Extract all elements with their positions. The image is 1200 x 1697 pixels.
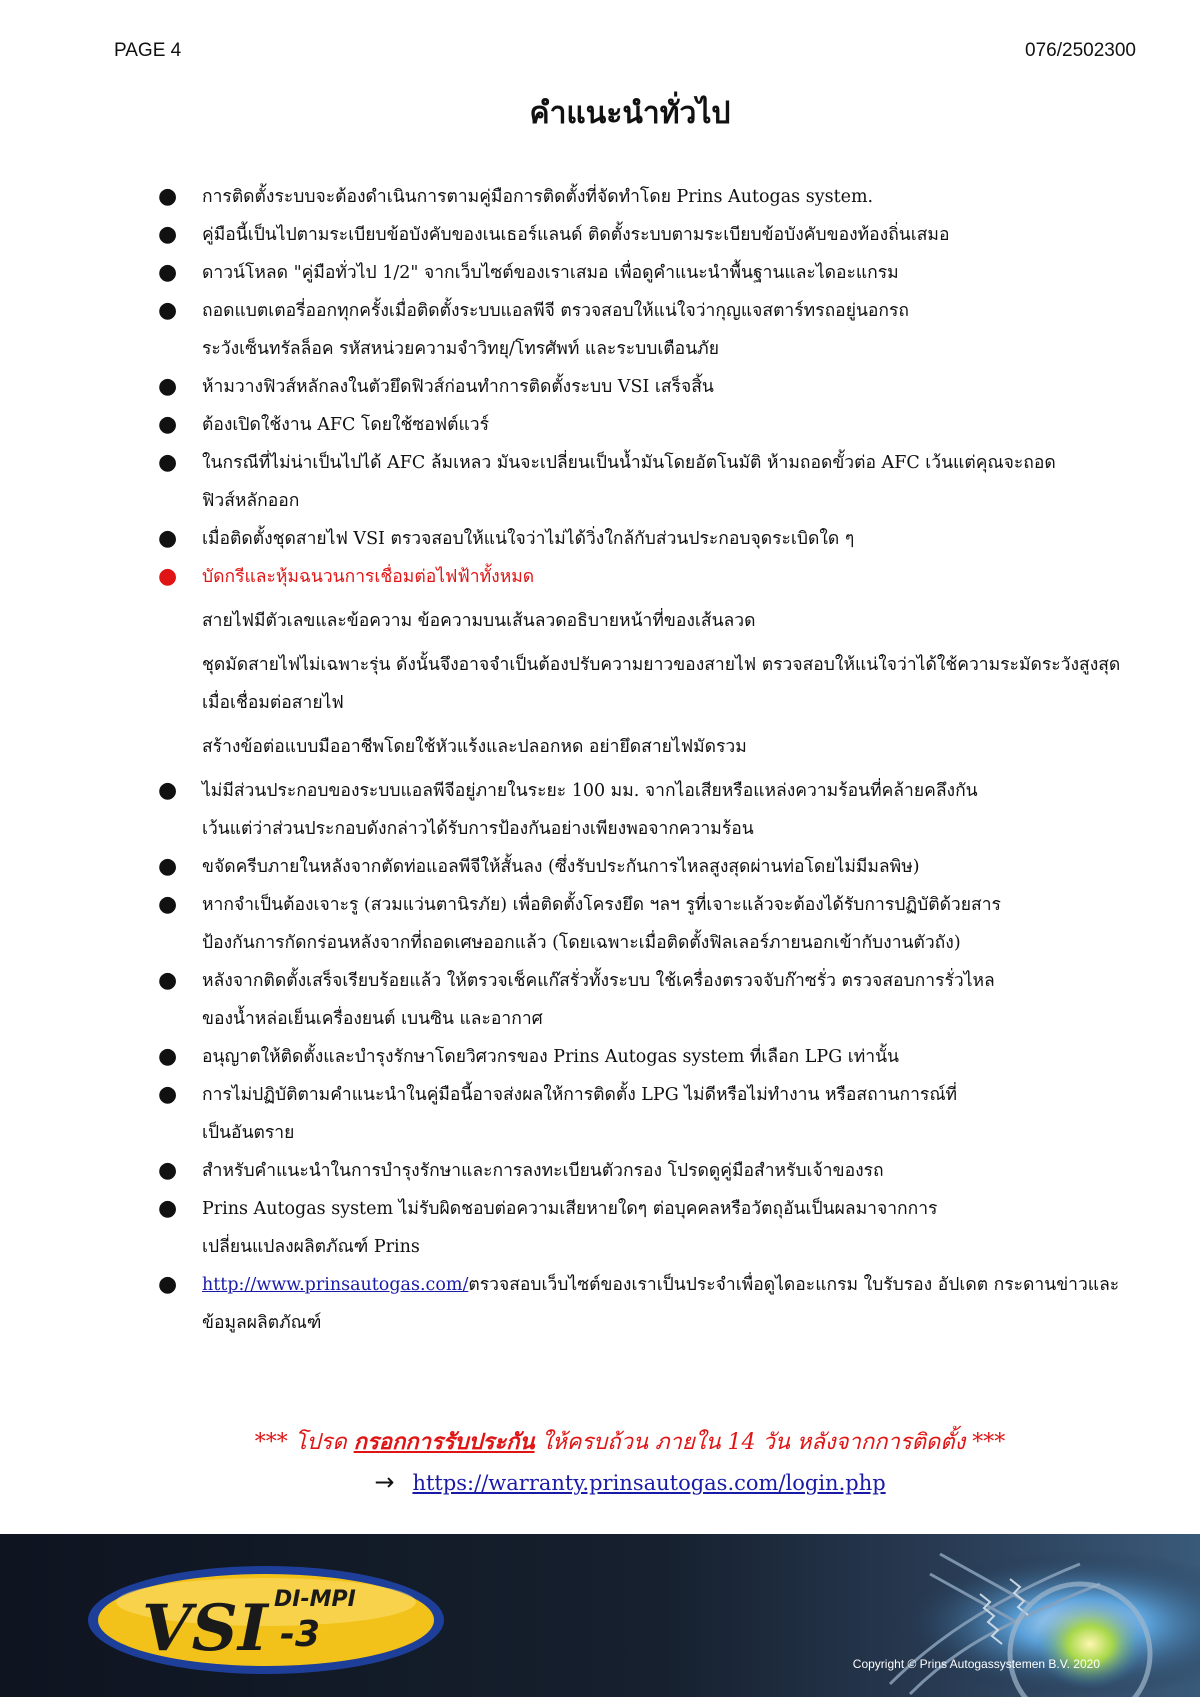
vsi-logo xyxy=(84,1562,448,1678)
bullet-icon: ● xyxy=(158,374,178,399)
list-item: ● สำหรับคำแนะนำในการบำรุงรักษาและการลงทะเบียนตัวกรอง โปรดดูคู่มือสำหรับเจ้าของรถ xyxy=(150,1152,1140,1190)
copyright-text: Copyright © Prins Autogassystemen B.V. 2020 xyxy=(852,1657,1100,1671)
list-item: ● ขจัดครีบภายในหลังจากตัดท่อแอลพีจีให้สั้นลง (ซึ่งรับประกันการไหลสูงสุดผ่านท่อโดยไม่มีมลพิษ) xyxy=(150,848,1140,886)
list-item: ● คู่มือนี้เป็นไปตามระเบียบข้อบังคับของเนเธอร์แลนด์ ติดตั้งระบบตามระเบียบข้อบังคับของท้องถิ่นเสมอ xyxy=(150,216,1140,254)
bullet-icon: ● xyxy=(158,1158,178,1183)
arrow-right-icon: → xyxy=(374,1468,395,1496)
list-item: ● การไม่ปฏิบัติตามคำแนะนำในคู่มือนี้อาจส่งผลให้การติดตั้ง LPG ไม่ดีหรือไม่ทำงาน หรือสถานการณ์ที่ เป็นอันตราย xyxy=(150,1076,1140,1152)
bullet-icon: ● xyxy=(158,260,178,285)
warranty-form-link[interactable]: กรอกการรับประกัน xyxy=(353,1429,535,1455)
list-item: ● ห้ามวางฟิวส์หลักลงในตัวยึดฟิวส์ก่อนทำการติดตั้งระบบ VSI เสร็จสิ้น xyxy=(150,368,1140,406)
page-title: คำแนะนำทั่วไป xyxy=(529,96,731,131)
list-item-warning: ● บัดกรีและหุ้มฉนวนการเชื่อมต่อไฟฟ้าทั้งหมด xyxy=(150,558,1140,596)
list-item: ● ต้องเปิดใช้งาน AFC โดยใช้ซอฟต์แวร์ xyxy=(150,406,1140,444)
bullet-icon: ● xyxy=(158,854,178,879)
bullet-icon: ● xyxy=(158,778,178,803)
svg-text:DI-MPI: DI-MPI xyxy=(274,1587,356,1612)
bullet-icon: ● xyxy=(158,968,178,993)
bullet-icon: ● xyxy=(158,1044,178,1069)
bullet-icon: ● xyxy=(158,1082,178,1107)
list-item: ● อนุญาตให้ติดตั้งและบำรุงรักษาโดยวิศวกรของ Prins Autogas system ที่เลือก LPG เท่านั้น xyxy=(150,1038,1140,1076)
svg-text:-3: -3 xyxy=(280,1614,320,1655)
phone-number: 076/2502300 xyxy=(1025,40,1136,61)
svg-text:VSI: VSI xyxy=(142,1591,268,1666)
note-text: สายไฟมีตัวเลขและข้อความ ข้อความบนเส้นลวดอธิบายหน้าที่ของเส้นลวด xyxy=(202,611,756,631)
page-number: PAGE 4 xyxy=(114,40,182,61)
instructions-list xyxy=(150,178,1140,1342)
bullet-icon: ● xyxy=(158,1272,178,1297)
warranty-notice: *** โปรด กรอกการรับประกัน ให้ครบถ้วน ภายใน 14 วัน หลังจากการติดตั้ง *** xyxy=(254,1429,1006,1455)
note-text: ชุดมัดสายไฟไม่เฉพาะรุ่น ดังนั้นจึงอาจจำเป็นต้องปรับความยาวของสายไฟ ตรวจสอบให้แน่ใจว่าได้ใช้ความระมัดระวังสูงสุด เมื่อเชื่อมต่อสายไฟ xyxy=(202,655,1121,713)
bullet-icon: ● xyxy=(158,222,178,247)
list-item: ● ถอดแบตเตอรี่ออกทุกครั้งเมื่อติดตั้งระบบแอลพีจี ตรวจสอบให้แน่ใจว่ากุญแจสตาร์ทรถอยู่นอกรถ ระวังเซ็นทรัลล็อค รหัสหน่วยความจำวิทยุ/โทรศัพท์ และระบบเตือนภัย xyxy=(150,292,1140,368)
engine-image xyxy=(780,1534,1200,1697)
list-item: ● ดาวน์โหลด "คู่มือทั่วไป 1/2" จากเว็บไซต์ของเราเสมอ เพื่อดูคำแนะนำพื้นฐานและไดอะแกรม xyxy=(150,254,1140,292)
warranty-url-link[interactable]: https://warranty.prinsautogas.com/login.php xyxy=(412,1471,886,1495)
bullet-icon: ● xyxy=(158,412,178,437)
list-item: ● เมื่อติดตั้งชุดสายไฟ VSI ตรวจสอบให้แน่ใจว่าไม่ได้วิ่งใกล้กับส่วนประกอบจุดระเบิดใด ๆ xyxy=(150,520,1140,558)
bullet-icon: ● xyxy=(158,184,178,209)
bullet-icon: ● xyxy=(158,1196,178,1221)
website-link[interactable]: http://www.prinsautogas.com/ xyxy=(202,1275,469,1295)
bullet-icon: ● xyxy=(158,526,178,551)
list-item: ● หากจำเป็นต้องเจาะรู (สวมแว่นตานิรภัย) เพื่อติดตั้งโครงยึด ฯลฯ รูที่เจาะแล้วจะต้องได้รับการปฏิบัติด้วยสาร ป้องกันการกัดกร่อนหลังจากที่ถอดเศษออกแล้ว (โดยเฉพาะเมื่อติดตั้งฟิลเลอร์ภายนอกเข้ากับงานตัวถัง) xyxy=(150,886,1140,962)
list-item: ● หลังจากติดตั้งเสร็จเรียบร้อยแล้ว ให้ตรวจเช็คแก๊สรั่วทั้งระบบ ใช้เครื่องตรวจจับก๊าซรั่ว ตรวจสอบการรั่วไหล ของน้ำหล่อเย็นเครื่องยนต์ เบนซิน และอากาศ xyxy=(150,962,1140,1038)
warranty-url-row xyxy=(0,1468,1200,1496)
list-item: ● Prins Autogas system ไม่รับผิดชอบต่อความเสียหายใดๆ ต่อบุคคลหรือวัตถุอันเป็นผลมาจากการ เปลี่ยนแปลงผลิตภัณฑ์ Prins xyxy=(150,1190,1140,1266)
bullet-icon: ● xyxy=(158,450,178,475)
footer-banner xyxy=(0,1534,1200,1697)
bullet-icon: ● xyxy=(158,892,178,917)
note-text: สร้างข้อต่อแบบมืออาชีพโดยใช้หัวแร้งและปลอกหด อย่ายึดสายไฟมัดรวม xyxy=(202,737,747,757)
list-item: ● ในกรณีที่ไม่น่าเป็นไปได้ AFC ล้มเหลว มันจะเปลี่ยนเป็นน้ำมันโดยอัตโนมัติ ห้ามถอดขั้วต่อ AFC เว้นแต่คุณจะถอด ฟิวส์หลักออก xyxy=(150,444,1140,520)
bullet-icon: ● xyxy=(158,298,178,323)
list-item: ● การติดตั้งระบบจะต้องดำเนินการตามคู่มือการติดตั้งที่จัดทำโดย Prins Autogas system. xyxy=(150,178,1140,216)
bullet-icon: ● xyxy=(158,564,178,589)
list-item: ● http://www.prinsautogas.com/ตรวจสอบเว็บไซต์ของเราเป็นประจำเพื่อดูไดอะแกรม ใบรับรอง อัปเดต กระดานข่าวและ ข้อมูลผลิตภัณฑ์ xyxy=(150,1266,1140,1342)
list-item: ● ไม่มีส่วนประกอบของระบบแอลพีจีอยู่ภายในระยะ 100 มม. จากไอเสียหรือแหล่งความร้อนที่คล้ายคลึงกัน เว้นแต่ว่าส่วนประกอบดังกล่าวได้รับการป้องกันอย่างเพียงพอจากความร้อน xyxy=(150,772,1140,848)
